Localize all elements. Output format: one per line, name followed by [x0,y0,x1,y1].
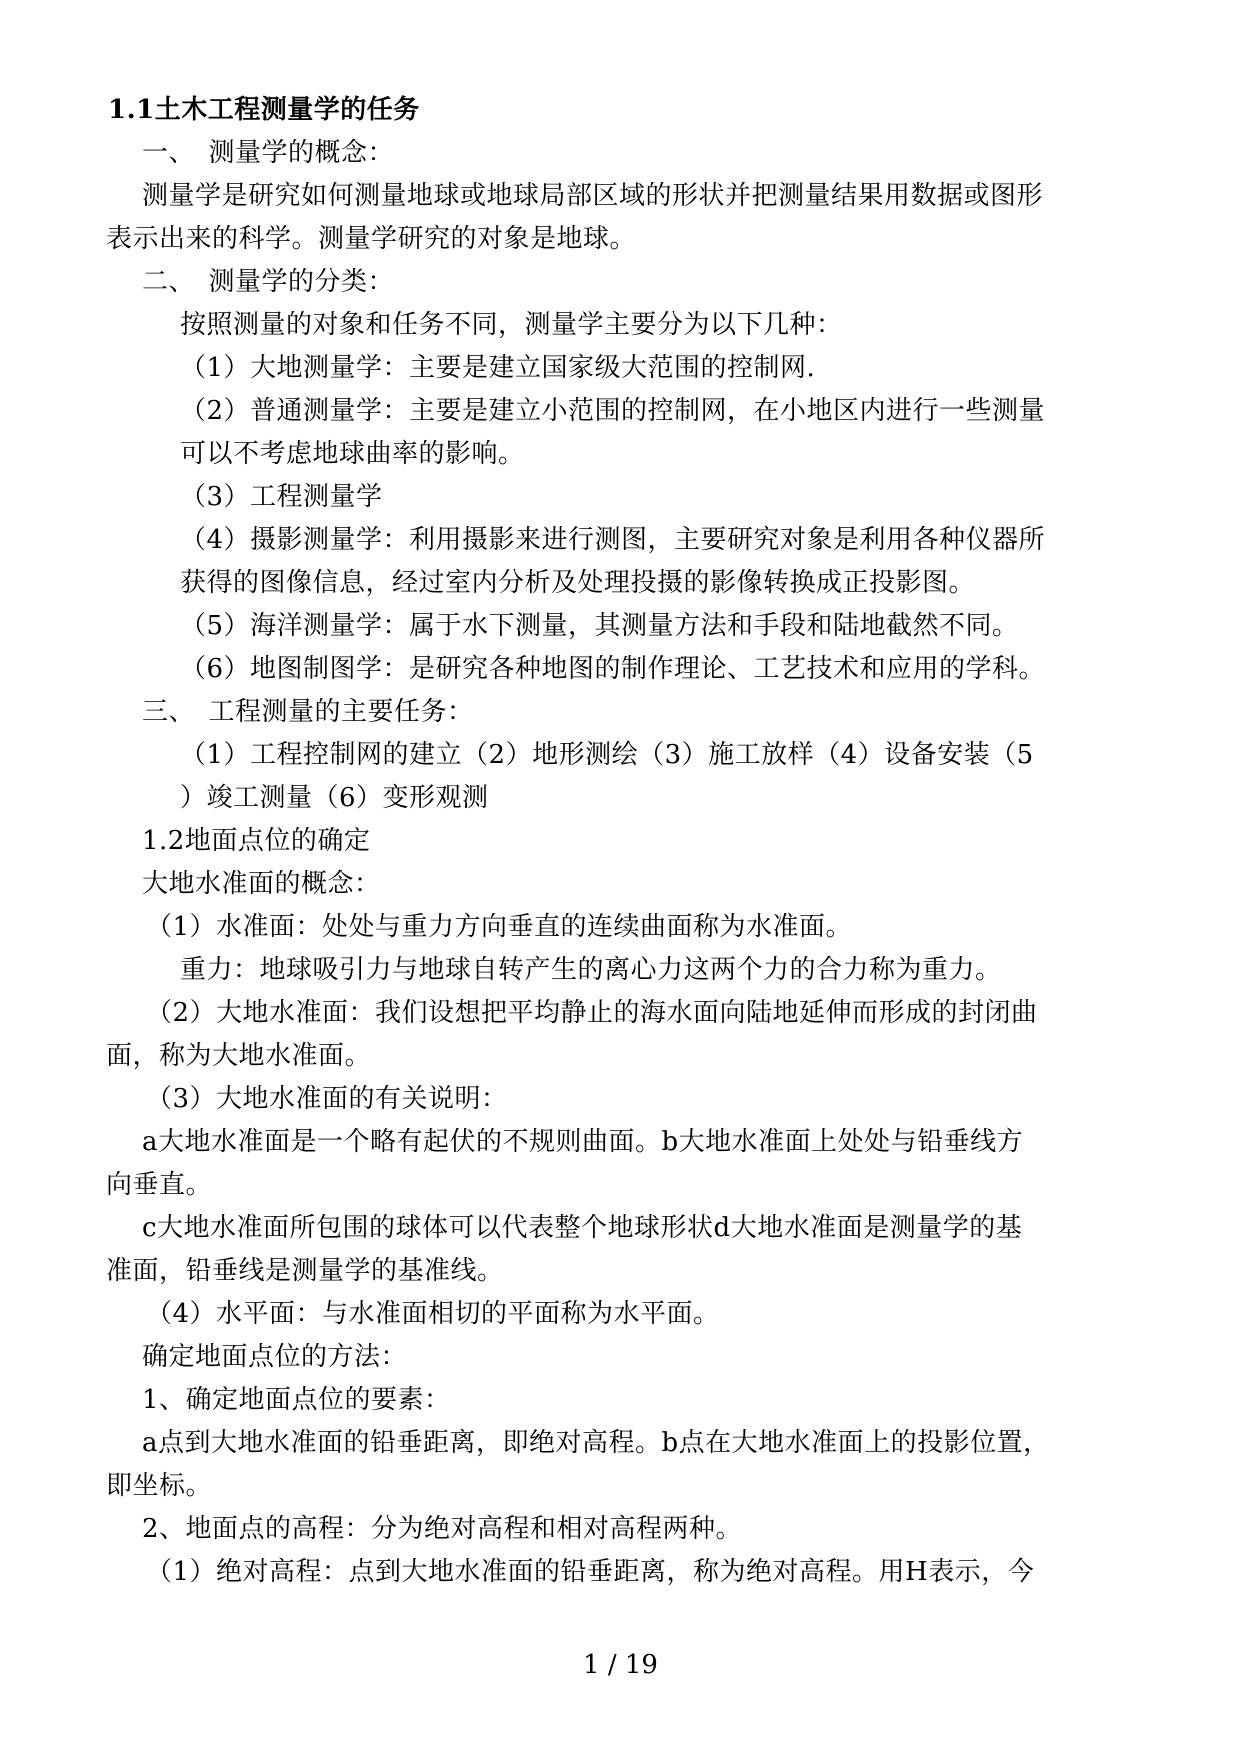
paragraph-line: 1、确定地面点位的要素： [142,1385,451,1415]
paragraph-line: a大地水准面是一个略有起伏的不规则曲面。b大地水准面上处处与铅垂线方 [142,1127,1024,1157]
list-item: （6）地图制图学：是研究各种地图的制作理论、工艺技术和应用的学科。 [180,654,1046,684]
paragraph-line: 测量学是研究如何测量地球或地球局部区域的形状并把测量结果用数据或图形 [142,181,1044,211]
paragraph-line: c大地水准面所包围的球体可以代表整个地球形状d大地水准面是测量学的基 [142,1213,1023,1243]
list-item: （1）大地测量学：主要是建立国家级大范围的控制网. [180,353,816,383]
subsection-heading: 一、 测量学的概念： [142,138,395,168]
list-item-continuation: 面，称为大地水准面。 [106,1041,372,1071]
list-item: （4）摄影测量学：利用摄影来进行测图，主要研究对象是利用各种仪器所 [180,525,1046,555]
list-item: （5）海洋测量学：属于水下测量，其测量方法和手段和陆地截然不同。 [180,611,1019,641]
paragraph-line: 准面，铅垂线是测量学的基准线。 [106,1256,504,1286]
list-item: （2）普通测量学：主要是建立小范围的控制网，在小地区内进行一些测量 [180,396,1046,426]
list-item: （4）水平面：与水准面相切的平面称为水平面。 [146,1299,720,1329]
list-item: （3）大地水准面的有关说明： [146,1084,508,1114]
list-item: （1）绝对高程：点到大地水准面的铅垂距离，称为绝对高程。用H表示，今 [146,1557,1035,1587]
list-item: （1）工程控制网的建立（2）地形测绘（3）施工放样（4）设备安装（5 [180,740,1034,770]
section-heading: 1.1土木工程测量学的任务 [108,95,420,125]
page-number: 1 / 19 [583,1650,658,1680]
subsection-heading: 二、 测量学的分类： [142,267,395,297]
paragraph-line: 按照测量的对象和任务不同，测量学主要分为以下几种： [180,310,843,340]
list-item: （1）水准面：处处与重力方向垂直的连续曲面称为水准面。 [146,912,853,942]
list-item-continuation: ）竣工测量（6）变形观测 [180,783,489,813]
paragraph-line: 向垂直。 [106,1170,213,1200]
section-heading: 1.2地面点位的确定 [142,826,371,856]
paragraph-line: 确定地面点位的方法： [142,1342,408,1372]
paragraph-line: 表示出来的科学。测量学研究的对象是地球。 [106,224,637,254]
paragraph-line: 即坐标。 [106,1471,213,1501]
paragraph-line: a点到大地水准面的铅垂距离，即绝对高程。b点在大地水准面上的投影位置， [142,1428,1050,1458]
paragraph-line: 大地水准面的概念： [142,869,381,899]
paragraph-line: 2、地面点的高程：分为绝对高程和相对高程两种。 [142,1514,743,1544]
list-item: （3）工程测量学 [180,482,383,512]
subsection-heading: 三、 工程测量的主要任务： [142,697,474,727]
list-item-continuation: 获得的图像信息，经过室内分析及处理投摄的影像转换成正投影图。 [180,568,976,598]
list-item: （2）大地水准面：我们设想把平均静止的海水面向陆地延伸而形成的封闭曲 [146,998,1038,1028]
paragraph-line: 重力：地球吸引力与地球自转产生的离心力这两个力的合力称为重力。 [180,955,1002,985]
list-item-continuation: 可以不考虑地球曲率的影响。 [180,439,525,469]
